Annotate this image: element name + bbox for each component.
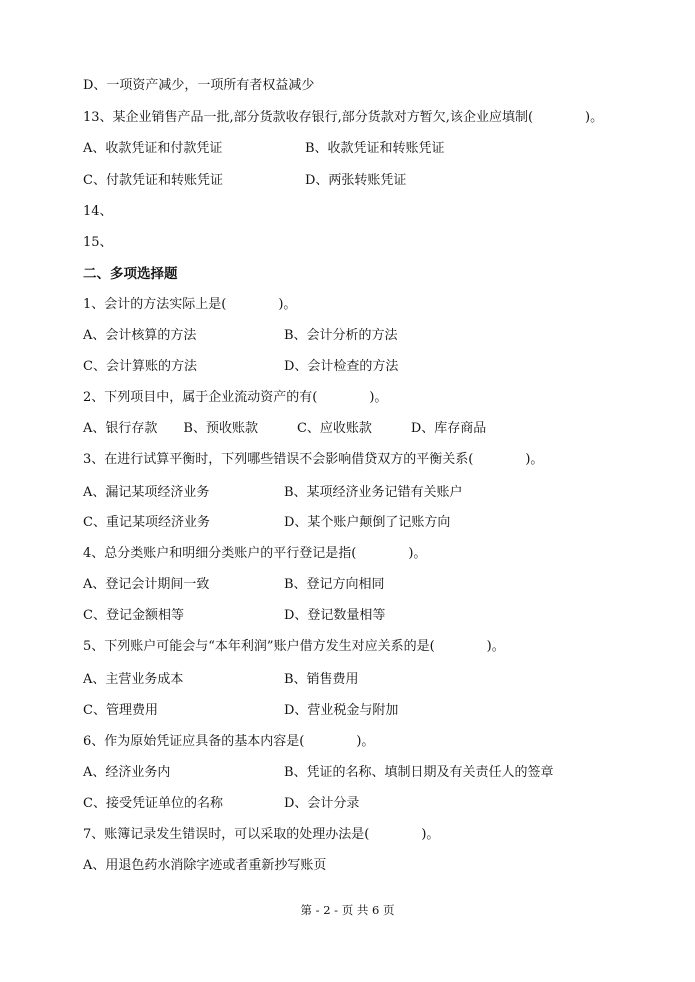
question-1: 1、会计的方法实际上是( )。 xyxy=(83,297,297,312)
option-line xyxy=(83,765,554,781)
option-line xyxy=(83,796,360,812)
option-line xyxy=(83,141,445,157)
option-a: A、会计核算的方法 xyxy=(83,328,197,343)
option-line xyxy=(83,577,385,593)
option-c: C、会计算账的方法 xyxy=(83,359,197,374)
option-d: D、登记数量相等 xyxy=(284,608,386,623)
option-b: B、凭证的名称、填制日期及有关责任人的签章 xyxy=(284,765,554,780)
option-a: A、登记会计期间一致 xyxy=(83,577,210,592)
option-line xyxy=(83,672,359,688)
option-line xyxy=(83,328,398,344)
option-line xyxy=(83,173,407,189)
option-d: D、两张转账凭证 xyxy=(305,173,407,188)
question-15: 15、 xyxy=(83,235,113,250)
option-b: B、某项经济业务记错有关账户 xyxy=(284,485,463,500)
option-c: C、管理费用 xyxy=(83,703,158,718)
option-c: C、接受凭证单位的名称 xyxy=(83,796,223,811)
option-line xyxy=(83,515,451,531)
question-2: 2、下列项目中，属于企业流动资产的有( )。 xyxy=(83,390,388,405)
question-7: 7、账簿记录发生错误时，可以采取的处理办法是( )。 xyxy=(83,827,440,842)
question-13: 13、某企业销售产品一批,部分货款收存银行,部分货款对方暂欠,该企业应填制( )。 xyxy=(83,110,604,125)
option-c: C、登记金额相等 xyxy=(83,608,184,623)
option-line xyxy=(83,608,386,624)
option-line xyxy=(83,703,399,719)
option-line xyxy=(83,485,463,501)
option-line: D、一项资产减少，一项所有者权益减少 xyxy=(83,78,315,93)
question-3: 3、在进行试算平衡时，下列哪些错误不会影响借贷双方的平衡关系( )。 xyxy=(83,452,544,467)
question-4: 4、总分类账户和明细分类账户的平行登记是指( )。 xyxy=(83,546,427,561)
page-footer: 第 - 2 - 页 共 6 页 xyxy=(300,903,395,917)
question-6: 6、作为原始凭证应具备的基本内容是( )。 xyxy=(83,734,375,749)
option-c: C、重记某项经济业务 xyxy=(83,515,210,530)
option-line: A、银行存款 B、预收账款 C、应收账款 D、库存商品 xyxy=(83,421,487,436)
option-a: A、漏记某项经济业务 xyxy=(83,485,210,500)
option-line: A、用退色药水消除字迹或者重新抄写账页 xyxy=(83,858,327,873)
option-b: B、会计分析的方法 xyxy=(284,328,398,343)
question-5: 5、下列账户可能会与“本年利润”账户借方发生对应关系的是( )。 xyxy=(83,639,505,654)
option-d: D、会计检查的方法 xyxy=(284,359,399,374)
option-b: B、销售费用 xyxy=(284,672,359,687)
option-d: D、会计分录 xyxy=(284,796,360,811)
option-c: C、付款凭证和转账凭证 xyxy=(83,173,223,188)
section-heading: 二、多项选择题 xyxy=(83,266,178,282)
option-line xyxy=(83,359,399,375)
option-d: D、营业税金与附加 xyxy=(284,703,399,718)
option-b: B、登记方向相同 xyxy=(284,577,385,592)
option-a: A、经济业务内 xyxy=(83,765,171,780)
option-a: A、主营业务成本 xyxy=(83,672,184,687)
option-b: B、收款凭证和转账凭证 xyxy=(305,141,445,156)
option-d: D、某个账户颠倒了记账方向 xyxy=(284,515,451,530)
question-14: 14、 xyxy=(83,204,113,219)
option-a: A、收款凭证和付款凭证 xyxy=(83,141,223,156)
